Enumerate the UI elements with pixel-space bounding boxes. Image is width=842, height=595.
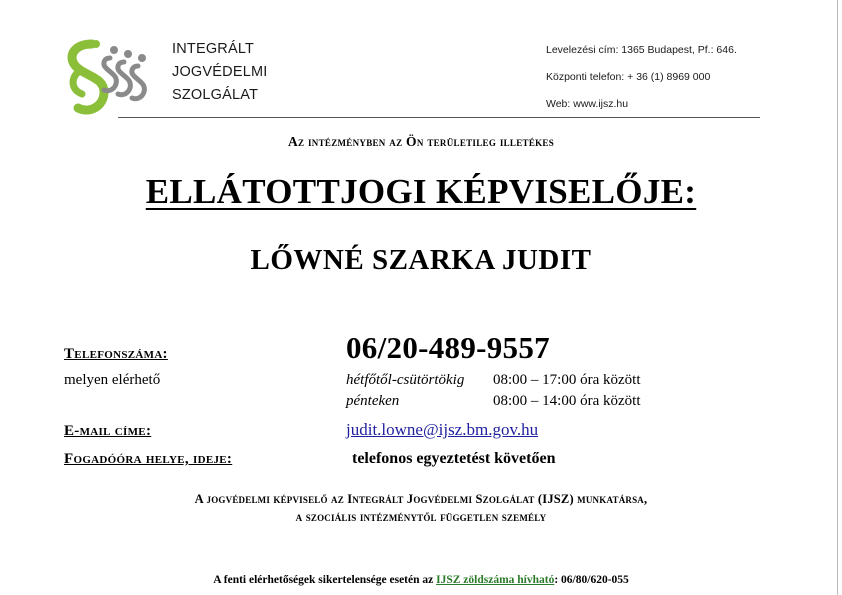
central-phone: Központi telefon: + 36 (1) 8969 000 [546, 71, 711, 83]
appointment-label: Fogadóóra helye, ideje: [64, 451, 233, 467]
phone-number[interactable]: 06/20-489-9557 [346, 330, 550, 365]
appointment-value: telefonos egyeztetést követően [352, 450, 556, 467]
hours-days: hétfőtől-csütörtökig [346, 372, 465, 388]
contact-block [546, 37, 737, 118]
header-divider [118, 117, 760, 118]
hours-time: 08:00 – 14:00 óra között [493, 393, 641, 409]
green-number-link[interactable]: IJSZ zöldszáma hívható [436, 574, 555, 586]
hours-days: pénteken [346, 393, 400, 409]
org-line: INTEGRÁLT [172, 41, 255, 57]
role-title: ELLÁTOTTJOGI KÉPVISELŐJE: [145, 172, 697, 211]
intro-text: Az intézményben az Ön területileg illetékes [287, 134, 555, 149]
footer-prefix: A fenti elérhetőségek sikertelensége esetén az [213, 574, 437, 586]
ijsz-logo-icon [60, 36, 160, 122]
note-line: A jogvédelmi képviselő az Integrált Jogvédelmi Szolgálat (IJSZ) munkatársa, [194, 492, 648, 506]
email-link[interactable]: judit.lowne@ijsz.bm.gov.hu [346, 420, 539, 439]
hours-time: 08:00 – 17:00 óra között [493, 372, 641, 388]
reachable-label: melyen elérhető [64, 372, 161, 388]
org-line: SZOLGÁLAT [172, 87, 259, 103]
page-edge [837, 0, 838, 595]
email-label: E-mail címe: [64, 423, 152, 439]
website: Web: www.ijsz.hu [546, 98, 629, 110]
mail-address: Levelezési cím: 1365 Budapest, Pf.: 646. [546, 44, 737, 56]
representative-name: LŐWNÉ SZARKA JUDIT [250, 244, 592, 276]
organization-name [172, 38, 267, 107]
note-line: a szociális intézménytől független személy [295, 510, 547, 524]
org-line: JOGVÉDELMI [172, 64, 268, 80]
phone-label: Telefonszáma: [64, 346, 168, 362]
footer-text [0, 574, 842, 586]
footer-suffix: : 06/80/620-055 [554, 574, 629, 586]
